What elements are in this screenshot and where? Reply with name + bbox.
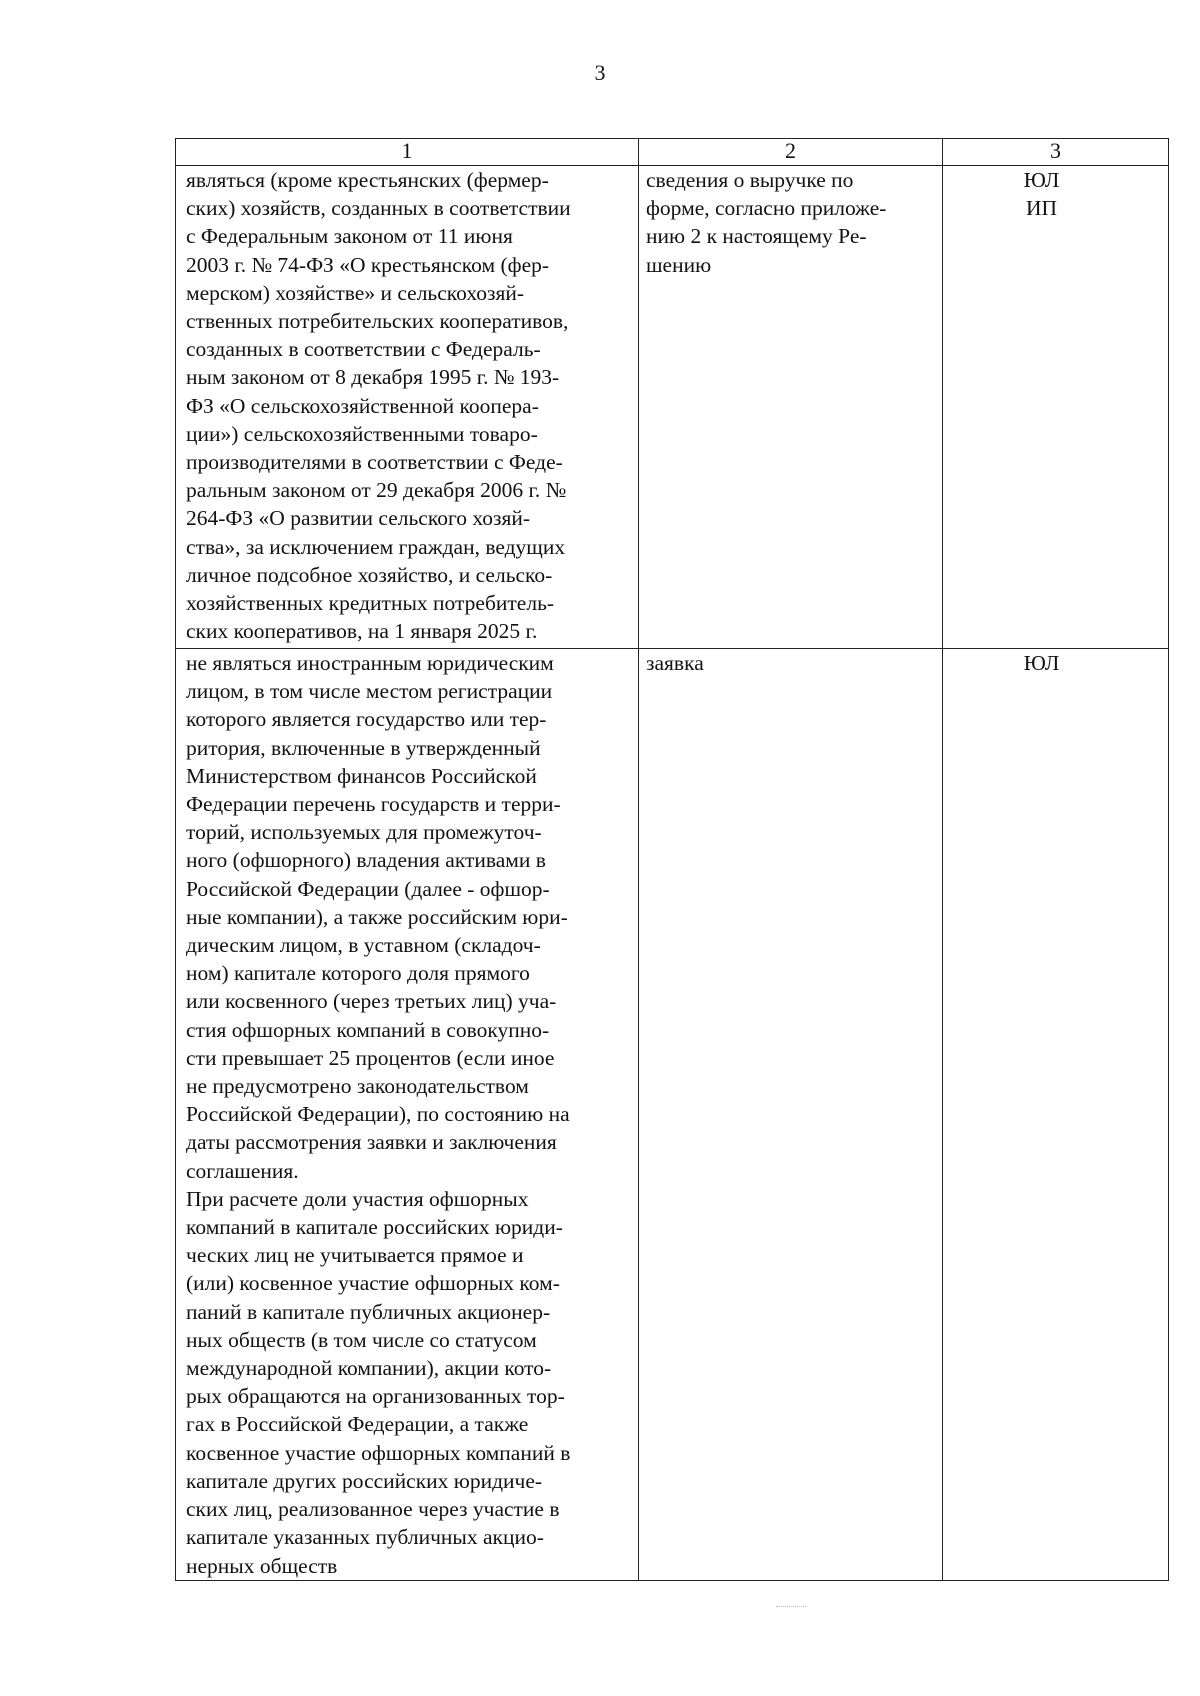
document-cell: [639, 649, 943, 1581]
requirements-table: [175, 138, 1169, 1581]
applies-to-cell: [943, 649, 1169, 1581]
scan-artifact: [776, 1606, 806, 1610]
page-number: 3: [594, 60, 606, 85]
applies-to-text: ЮЛ: [1023, 651, 1060, 675]
column-header-2: 2: [639, 139, 943, 166]
document-text: заявка: [646, 651, 704, 675]
column-header-3: 3: [943, 139, 1169, 166]
table-row: [176, 166, 1169, 649]
applies-to-text: ЮЛ ИП: [1023, 168, 1060, 221]
table-header-row: [176, 139, 1169, 166]
applies-to-cell: [943, 166, 1169, 649]
criteria-cell: [176, 166, 639, 649]
table-row: [176, 649, 1169, 1581]
column-header-1: 1: [176, 139, 639, 166]
criteria-text: являться (кроме крестьянских (фермер- ских) хозяйств, созданных в соответствии с Федеральным законом от 11 июня 2003 г. № 74-ФЗ «О крестьянском (фер- мерском) хозяйстве» и сельскохозяй- ственных потребительских кооперативов, созданных в соответствии с Федераль- ным законом от 8 декабря 1995 г. № 193- ФЗ «О сельскохозяйственной коопера- ции») сельскохозяйственными товаро- производителями в соответствии с Феде- ральным законом от 29 декабря 2006 г. № 264-ФЗ «О развитии сельского хозяй- ства», за исключением граждан, ведущих личное подсобное хозяйство, и сельско- хозяйственных кредитных потребитель- ских кооперативов, на 1 января 2025 г.: [186, 168, 571, 644]
criteria-text: не являться иностранным юридическим лицом, в том числе местом регистрации которого является государство или тер- ритория, включенные в утвержденный Министерством финансов Российской Федерации перечень государств и терри- торий, используемых для промежуточ- ного (офшорного) владения активами в Российской Федерации (далее - офшор- ные компании), а также российским юри- дическим лицом, в уставном (складоч- ном) капитале которого доля прямого или косвенного (через третьих лиц) уча- стия офшорных компаний в совокупно- сти превышает 25 процентов (если иное не предусмотрено законодательством Российской Федерации), по состоянию на даты рассмотрения заявки и заключения соглашения. При расчете доли участия офшорных компаний в капитале российских юриди- ческих лиц не учитывается прямое и (или) косвенное участие офшорных ком- паний в капитале публичных акционер- ных обществ (в том числе со статусом международной компании), акции кото- рых обращаются на организованных тор- гах в Российской Федерации, а также косвенное участие офшорных компаний в капитале других российских юридиче- ских лиц, реализованное через участие в капитале указанных публичных акцио- нерных обществ: [186, 651, 571, 1578]
criteria-cell: [176, 649, 639, 1581]
document-cell: [639, 166, 943, 649]
document-text: сведения о выручке по форме, согласно приложе- нию 2 к настоящему Ре- шению: [646, 168, 887, 277]
